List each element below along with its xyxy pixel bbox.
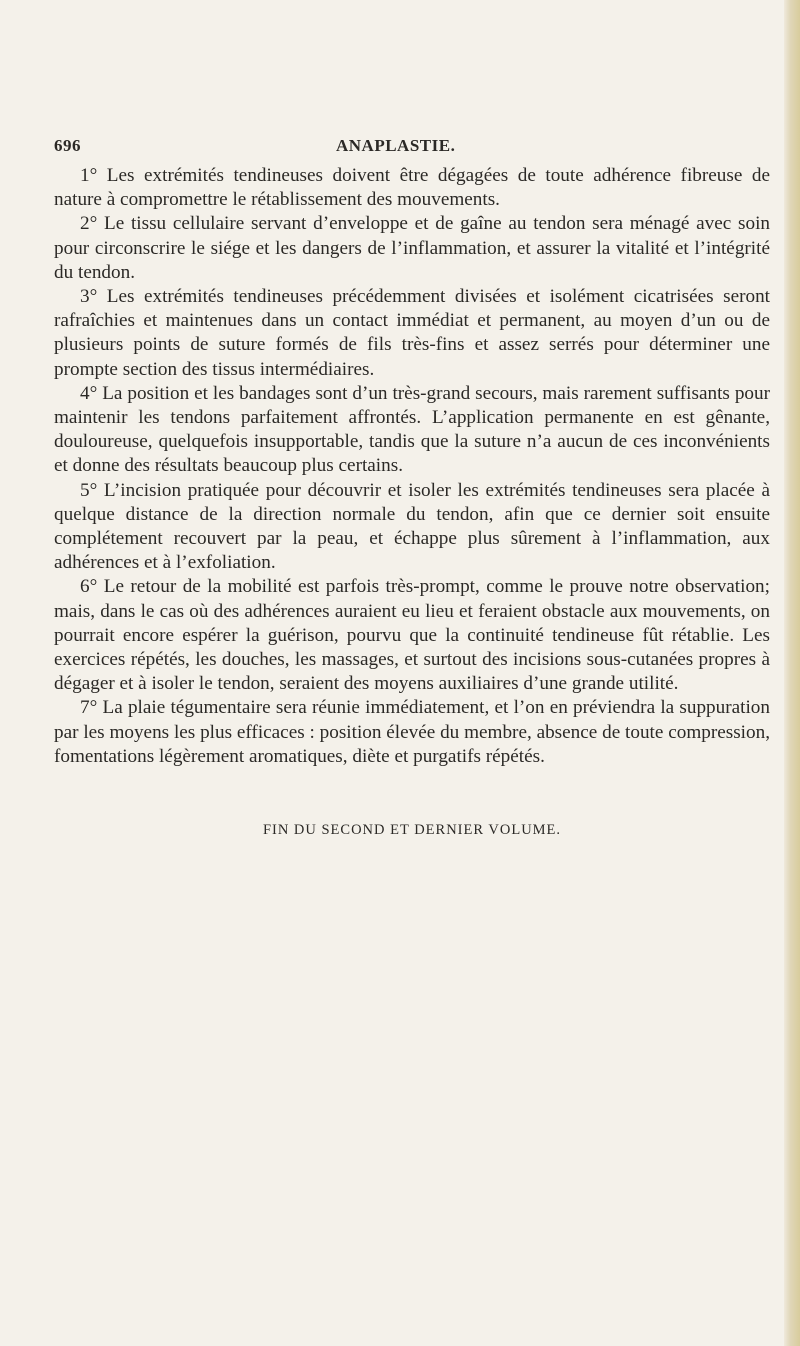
page-edge: [784, 0, 800, 1346]
paragraph-6: 6° Le retour de la mobilité est parfois très-prompt, comme le prouve notre observation; mais, dans le cas où des adhérences auraient eu lieu et feraient obstacle aux mouvements, on pourrait encore espérer la guérison, pourvu que la continuité tendineuse fût rétablie. Les exercices répétés, les douches, les massages, et surtout des incisions sous-cutanées propres à dégager et à isoler le tendon, seraient des moyens auxiliaires d’une grande utilité.: [54, 576, 770, 695]
running-title: ANAPLASTIE.: [336, 136, 456, 155]
paragraph-5: 5° L’incision pratiquée pour découvrir et isoler les extrémités tendineuses sera placée à quelque distance de la direction normale du tendon, afin que ce dernier soit ensuite complétement recouvert par la peau, et échappe plus sûrement à l’inflammation, aux adhérences et à l’exfoliation.: [54, 479, 770, 574]
paragraph-1: 1° Les extrémités tendineuses doivent être dégagées de toute adhérence fibreuse de nature à compromettre le rétablissement des mouvements.: [54, 165, 770, 211]
paragraph-2: 2° Le tissu cellulaire servant d’enveloppe et de gaîne au tendon sera ménagé avec soin pour circonscrire le siége et les dangers de l’inflammation, et assurer la vitalité et l’intégrité du tendon.: [54, 213, 770, 283]
end-of-volume-note: FIN DU SECOND ET DERNIER VOLUME.: [262, 822, 562, 838]
book-page: [54, 136, 770, 838]
paragraph-3: 3° Les extrémités tendineuses précédemment divisées et isolément cicatrisées seront rafraîchies et maintenues dans un contact immédiat et permanent, au moyen d’un ou de plusieurs points de suture formés de fils très-fins et assez serrés pour déterminer une prompte section des tissus intermédiaires.: [54, 286, 770, 380]
paragraph-4: 4° La position et les bandages sont d’un très-grand secours, mais rarement suffisants pour maintenir les tendons parfaitement affrontés. L’application permanente en est gênante, douloureuse, quelquefois insupportable, tandis que la suture n’a aucun de ces inconvénients et donne des résultats beaucoup plus certains.: [54, 382, 770, 477]
page-header: [54, 136, 770, 164]
paragraph-7: 7° La plaie tégumentaire sera réunie immédiatement, et l’on en préviendra la suppuration par les moyens les plus efficaces : position élevée du membre, absence de toute compression, fomentations légèrement aromatiques, diète et purgatifs répétés.: [54, 697, 770, 767]
page-number: 696: [54, 136, 81, 155]
